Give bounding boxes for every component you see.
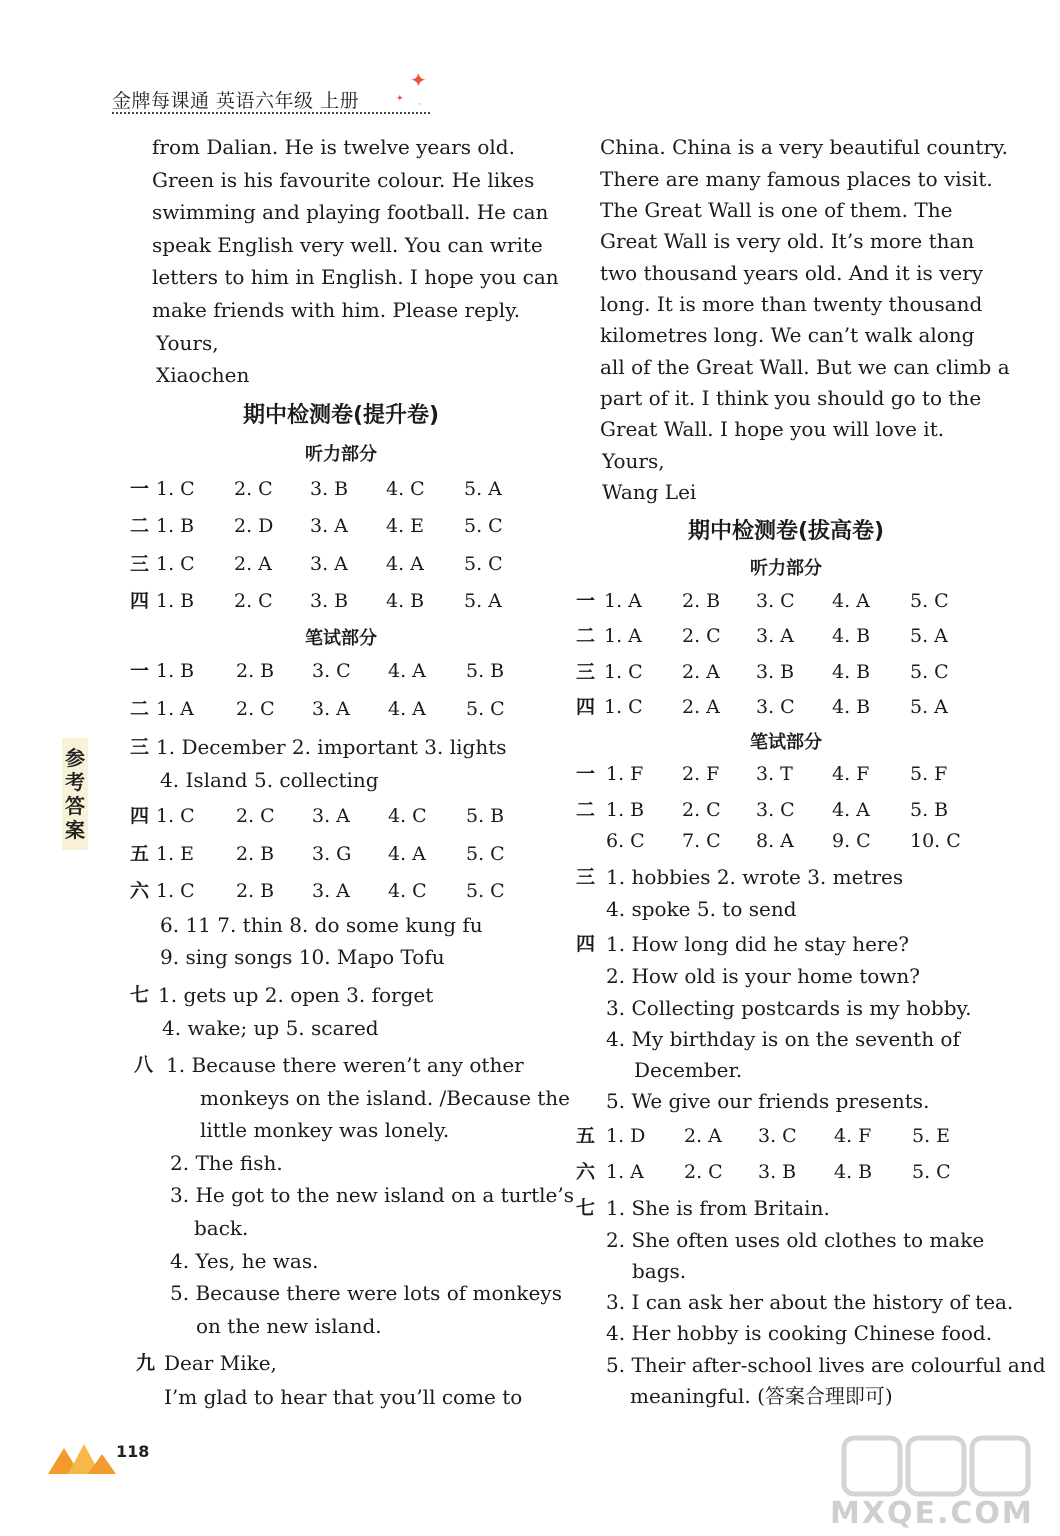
answer: 3. C [312, 660, 351, 682]
text-line: 4. spoke 5. to send [606, 897, 797, 921]
text-line: on the new island. [196, 1314, 382, 1338]
text-line: 1. Because there weren’t any other [166, 1053, 524, 1077]
watermark-text: MXQE.COM [830, 1496, 1034, 1531]
text-line: 4. Island 5. collecting [160, 768, 379, 792]
answer: 1. B [606, 799, 645, 821]
item-marker: 七 [576, 1197, 596, 1219]
text-line: monkeys on the island. /Because the [200, 1086, 571, 1110]
answer: 1. B [156, 590, 195, 612]
text-line: all of the Great Wall. But we can climb a [600, 355, 1010, 379]
answer: 5. A [464, 478, 502, 500]
exam-title: 期中检测卷(提升卷) [242, 403, 440, 428]
text-line: 1. gets up 2. open 3. forget [158, 983, 434, 1007]
text-line: 5. We give our friends presents. [606, 1089, 930, 1113]
dot-icon: · [418, 100, 421, 110]
text-line: long. It is more than twenty thousand [600, 292, 983, 316]
text-line: December. [634, 1058, 743, 1082]
answer: 3. A [756, 625, 794, 647]
answer: 2. C [682, 799, 721, 821]
star-icon: ✦ [410, 68, 427, 92]
answer: 3. B [310, 478, 349, 500]
text-line: 4. Yes, he was. [170, 1249, 319, 1273]
answer: 2. C [236, 698, 275, 720]
text-line: bags. [632, 1259, 687, 1283]
answer: 4. E [386, 515, 425, 537]
answer: 3. A [312, 805, 350, 827]
answer: 2. B [236, 880, 275, 902]
answer: 5. B [466, 660, 505, 682]
answer: 4. B [832, 625, 871, 647]
text-line: Great Wall. I hope you will love it. [600, 417, 945, 441]
answer: 2. A [234, 553, 272, 575]
answer: 3. C [756, 696, 795, 718]
text-line: There are many famous places to visit. [600, 167, 993, 191]
answer: 3. C [758, 1125, 797, 1147]
answer: 3. G [312, 843, 352, 865]
text-line: 9. sing songs 10. Mapo Tofu [160, 945, 445, 969]
answer: 1. C [156, 553, 195, 575]
item-marker: 五 [130, 843, 150, 865]
answer: 2. B [682, 590, 721, 612]
answer: 1. C [156, 880, 195, 902]
answer: 1. C [156, 805, 195, 827]
answer: 4. B [832, 661, 871, 683]
answer: 4. F [834, 1125, 872, 1147]
answer: 2. C [234, 478, 273, 500]
answer: 9. C [832, 830, 871, 852]
answer: 4. C [388, 805, 427, 827]
text-line: little monkey was lonely. [200, 1118, 450, 1142]
item-marker: 三 [130, 553, 150, 575]
answer: 5. C [464, 553, 503, 575]
text-line: make friends with him. Please reply. [152, 298, 521, 322]
text-line: 2. She often uses old clothes to make [606, 1228, 985, 1252]
text-line: 3. I can ask her about the history of tea. [606, 1290, 1014, 1314]
text-line: Yours, [156, 331, 219, 355]
running-header: 金牌每课通 英语六年级 上册 [112, 90, 360, 112]
text-line: back. [194, 1216, 249, 1240]
answer: 1. A [156, 698, 194, 720]
answer: 5. C [910, 590, 949, 612]
side-tab-label: 参考答案 [65, 746, 85, 842]
text-line: 6. 11 7. thin 8. do some kung fu [160, 913, 483, 937]
answer: 4. B [832, 696, 871, 718]
side-tab [62, 738, 88, 850]
answer: 1. B [156, 515, 195, 537]
answer: 2. C [684, 1161, 723, 1183]
answer: 1. F [606, 763, 644, 785]
text-line: 3. He got to the new island on a turtle’s [170, 1183, 575, 1207]
answer: 1. C [604, 661, 643, 683]
item-marker: 三 [130, 736, 150, 758]
dot-icon: ✦ [396, 94, 404, 104]
section-title: 笔试部分 [750, 732, 822, 753]
answer: 3. B [758, 1161, 797, 1183]
item-marker: 三 [576, 866, 596, 888]
answer: 2. B [236, 660, 275, 682]
item-marker: 六 [130, 880, 150, 902]
answer: 7. C [682, 830, 721, 852]
item-marker: 四 [576, 933, 596, 955]
item-marker: 四 [576, 696, 596, 718]
item-marker: 一 [130, 478, 150, 500]
mountain-icon [48, 1440, 118, 1476]
item-marker: 二 [130, 698, 150, 720]
item-marker: 七 [130, 984, 150, 1006]
answer: 4. B [386, 590, 425, 612]
text-line: speak English very well. You can write [152, 233, 543, 257]
answer: 4. F [832, 763, 870, 785]
item-marker: 四 [130, 590, 150, 612]
text-line: Dear Mike, [164, 1351, 277, 1375]
answer: 5. F [910, 763, 948, 785]
item-marker: 一 [576, 590, 596, 612]
answer: 4. A [832, 590, 870, 612]
answer: 3. B [756, 661, 795, 683]
text-line: swimming and playing football. He can [152, 200, 549, 224]
text-line: 5. Their after-school lives are colourful and [606, 1353, 1046, 1377]
answer: 4. C [386, 478, 425, 500]
item-marker: 四 [130, 805, 150, 827]
text-line: 1. She is from Britain. [606, 1196, 830, 1220]
answer: 1. A [604, 590, 642, 612]
answer: 1. D [606, 1125, 646, 1147]
answer: 5. B [466, 805, 505, 827]
text-line: kilometres long. We can’t walk along [600, 323, 975, 347]
answer: 3. C [756, 590, 795, 612]
text-line: 3. Collecting postcards is my hobby. [606, 996, 972, 1020]
answer: 5. B [910, 799, 949, 821]
text-line: letters to him in English. I hope you can [152, 265, 559, 289]
answer: 4. A [832, 799, 870, 821]
answer: 5. C [466, 698, 505, 720]
answer: 5. E [912, 1125, 951, 1147]
answer: 2. F [682, 763, 720, 785]
text-line: Wang Lei [602, 480, 697, 504]
answer: 2. C [682, 625, 721, 647]
text-line: China. China is a very beautiful country. [600, 135, 1009, 159]
answer: 10. C [910, 830, 961, 852]
answer: 1. C [604, 696, 643, 718]
text-line: 4. My birthday is on the seventh of [606, 1027, 960, 1051]
answer: 5. C [912, 1161, 951, 1183]
answer: 2. A [682, 661, 720, 683]
item-marker: 六 [576, 1161, 596, 1183]
answer: 2. C [234, 590, 273, 612]
answer: 1. A [606, 1161, 644, 1183]
text-line: 2. How old is your home town? [606, 964, 921, 988]
answer: 2. A [684, 1125, 722, 1147]
answer: 5. C [466, 880, 505, 902]
text-line: two thousand years old. And it is very [600, 261, 984, 285]
text-line: 2. The fish. [170, 1151, 283, 1175]
text-line: from Dalian. He is twelve years old. [152, 135, 515, 159]
text-line: meaningful. (答案合理即可) [630, 1384, 893, 1408]
page-number: 118 [116, 1442, 150, 1461]
item-marker: 九 [136, 1352, 156, 1374]
item-marker: 二 [130, 515, 150, 537]
answer: 1. A [604, 625, 642, 647]
answer: 4. A [388, 843, 426, 865]
answer: 1. B [156, 660, 195, 682]
text-line: I’m glad to hear that you’ll come to [164, 1385, 523, 1409]
answer: 3. A [312, 880, 350, 902]
text-line: 1. hobbies 2. wrote 3. metres [606, 865, 904, 889]
text-line: Green is his favourite colour. He likes [152, 168, 535, 192]
text-line: The Great Wall is one of them. The [600, 198, 953, 222]
answer: 5. C [910, 661, 949, 683]
item-marker: 二 [576, 625, 596, 647]
answer: 2. A [682, 696, 720, 718]
answer: 5. A [910, 625, 948, 647]
exam-title: 期中检测卷(拔高卷) [687, 519, 885, 544]
answer: 5. C [464, 515, 503, 537]
text-line: part of it. I think you should go to the [600, 386, 982, 410]
text-line: 4. Her hobby is cooking Chinese food. [606, 1321, 993, 1345]
item-marker: 三 [576, 661, 596, 683]
text-line: 1. How long did he stay here? [606, 932, 910, 956]
text-line: Yours, [602, 449, 665, 473]
section-title: 听力部分 [305, 444, 377, 465]
text-line: 4. wake; up 5. scared [162, 1016, 379, 1040]
text-line: 1. December 2. important 3. lights [156, 735, 507, 759]
answer: 5. C [466, 843, 505, 865]
answer: 8. A [756, 830, 794, 852]
answer: 1. C [156, 478, 195, 500]
item-marker: 二 [576, 799, 596, 821]
text-line: Great Wall is very old. It’s more than [600, 229, 975, 253]
header-rule [112, 112, 430, 114]
answer: 3. A [310, 515, 348, 537]
answer: 3. B [310, 590, 349, 612]
answer: 4. B [834, 1161, 873, 1183]
answer: 3. T [756, 763, 793, 785]
answer: 2. B [236, 843, 275, 865]
answer: 4. A [386, 553, 424, 575]
answer: 4. C [388, 880, 427, 902]
text-line: Xiaochen [156, 363, 250, 387]
answer: 6. C [606, 830, 645, 852]
section-title: 听力部分 [750, 558, 822, 579]
item-marker: 八 [134, 1054, 154, 1076]
answer: 4. A [388, 698, 426, 720]
answer: 1. E [156, 843, 195, 865]
answer: 3. A [312, 698, 350, 720]
text-line: 5. Because there were lots of monkeys [170, 1281, 562, 1305]
answer: 2. C [236, 805, 275, 827]
section-title: 笔试部分 [305, 628, 377, 649]
answer: 2. D [234, 515, 274, 537]
answer: 4. A [388, 660, 426, 682]
item-marker: 五 [576, 1125, 596, 1147]
answer: 3. C [756, 799, 795, 821]
item-marker: 一 [576, 763, 596, 785]
answer: 3. A [310, 553, 348, 575]
answer: 5. A [464, 590, 502, 612]
answer: 5. A [910, 696, 948, 718]
item-marker: 一 [130, 660, 150, 682]
